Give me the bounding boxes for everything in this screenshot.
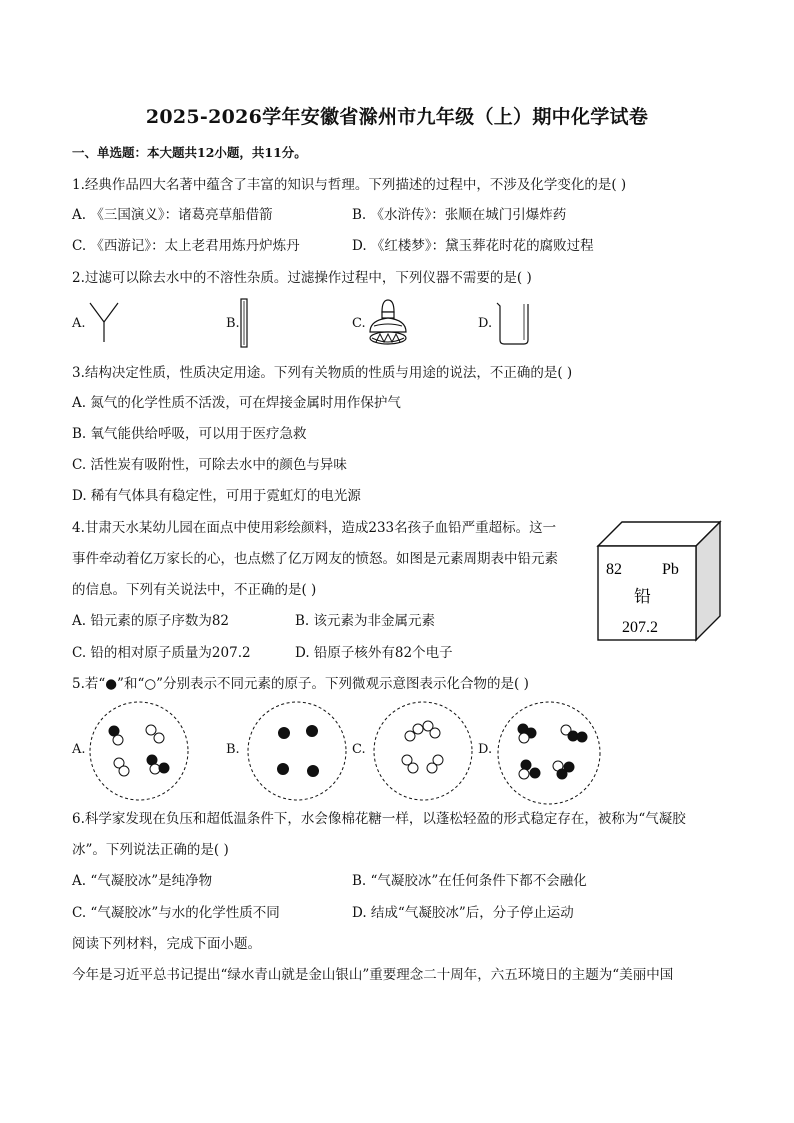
q3-option-c: C. 活性炭有吸附性，可除去水中的颜色与异味 — [72, 457, 347, 473]
q3-option-d: D. 稀有气体具有稳定性，可用于霓虹灯的电光源 — [72, 488, 361, 504]
element-atomic-number: 82 — [606, 561, 622, 578]
q4-stem-line-3: 的信息。下列有关说法中，不正确的是( ) — [72, 582, 317, 598]
funnel-icon — [88, 300, 120, 344]
q4-option-b: B. 该元素为非金属元素 — [295, 613, 436, 629]
element-symbol: Pb — [662, 561, 679, 578]
q6-option-c: C. “气凝胶冰”与水的化学性质不同 — [72, 905, 280, 921]
q5-option-c: C. — [352, 742, 366, 757]
q4-option-a: A. 铅元素的原子序数为82 — [72, 613, 230, 629]
q4-stem-line-2: 事件牵动着亿万家长的心，也点燃了亿万网友的愤怒。如图是元素周期表中铅元素 — [72, 551, 558, 567]
q5-option-d: D. — [478, 742, 493, 757]
q2-option-c: C. — [352, 316, 366, 331]
alcohol-lamp-icon — [366, 296, 410, 352]
beaker-icon — [494, 300, 534, 346]
q5-option-a: A. — [72, 742, 86, 757]
q6-option-d: D. 结成“气凝胶冰”后，分子停止运动 — [352, 905, 574, 921]
q2-option-d: D. — [478, 316, 493, 331]
molecule-diagram-b — [246, 700, 348, 802]
molecule-diagram-d — [496, 700, 602, 806]
reading-text: 今年是习近平总书记提出“绿水青山就是金山银山”重要理念二十周年，六五环境日的主题为“美丽中国 — [72, 967, 674, 983]
q1-option-c: C. 《西游记》：太上老君用炼丹炉炼丹 — [72, 238, 300, 254]
q1-option-b: B. 《水浒传》：张顺在城门引爆炸药 — [352, 207, 567, 223]
q3-stem: 3.结构决定性质，性质决定用途。下列有关物质的性质与用途的说法，不正确的是( ) — [72, 365, 573, 381]
q3-option-a: A. 氮气的化学性质不活泼，可在焊接金属时用作保护气 — [72, 395, 401, 411]
q1-stem: 1.经典作品四大名著中蕴含了丰富的知识与哲理。下列描述的过程中，不涉及化学变化的是( ) — [72, 177, 627, 193]
q5-option-b: B. — [226, 742, 240, 757]
q6-stem-line-1: 6.科学家发现在负压和超低温条件下，水会像棉花糖一样，以蓬松轻盈的形式稳定存在，被称为“气凝胶 — [72, 811, 686, 827]
molecule-diagram-a — [88, 700, 190, 802]
q4-stem-line-1: 4.甘肃天水某幼儿园在面点中使用彩绘颜料，造成233名孩子血铅严重超标。这一 — [72, 520, 557, 536]
q3-option-b: B. 氧气能供给呼吸，可以用于医疗急救 — [72, 426, 307, 442]
element-cell-lead — [594, 520, 724, 644]
q4-option-d: D. 铅原子核外有82个电子 — [295, 645, 453, 661]
q6-option-a: A. “气凝胶冰”是纯净物 — [72, 873, 213, 889]
molecule-diagram-c — [372, 700, 474, 802]
q5-stem: 5.若“●”和“○”分别表示不同元素的原子。下列微观示意图表示化合物的是( ) — [72, 676, 529, 692]
q6-option-b: B. “气凝胶冰”在任何条件下都不会融化 — [352, 873, 587, 889]
q6-stem-line-2: 冰”。下列说法正确的是( ) — [72, 842, 229, 858]
page-title: 2025-2026学年安徽省滁州市九年级（上）期中化学试卷 — [145, 106, 649, 128]
glass-rod-icon — [238, 298, 252, 348]
q2-stem: 2.过滤可以除去水中的不溶性杂质。过滤操作过程中，下列仪器不需要的是( ) — [72, 270, 532, 286]
q4-option-c: C. 铅的相对原子质量为207.2 — [72, 645, 251, 661]
q2-option-a: A. — [72, 316, 86, 331]
q1-option-d: D. 《红楼梦》：黛玉葬花时花的腐败过程 — [352, 238, 594, 254]
element-name: 铅 — [634, 587, 651, 607]
element-atomic-mass: 207.2 — [622, 619, 658, 636]
q1-option-a: A. 《三国演义》：诸葛亮草船借箭 — [72, 207, 273, 223]
section-heading: 一、单选题：本大题共12小题，共11分。 — [72, 145, 307, 160]
q2-option-b: B. — [226, 316, 240, 331]
reading-intro: 阅读下列材料，完成下面小题。 — [72, 936, 261, 952]
